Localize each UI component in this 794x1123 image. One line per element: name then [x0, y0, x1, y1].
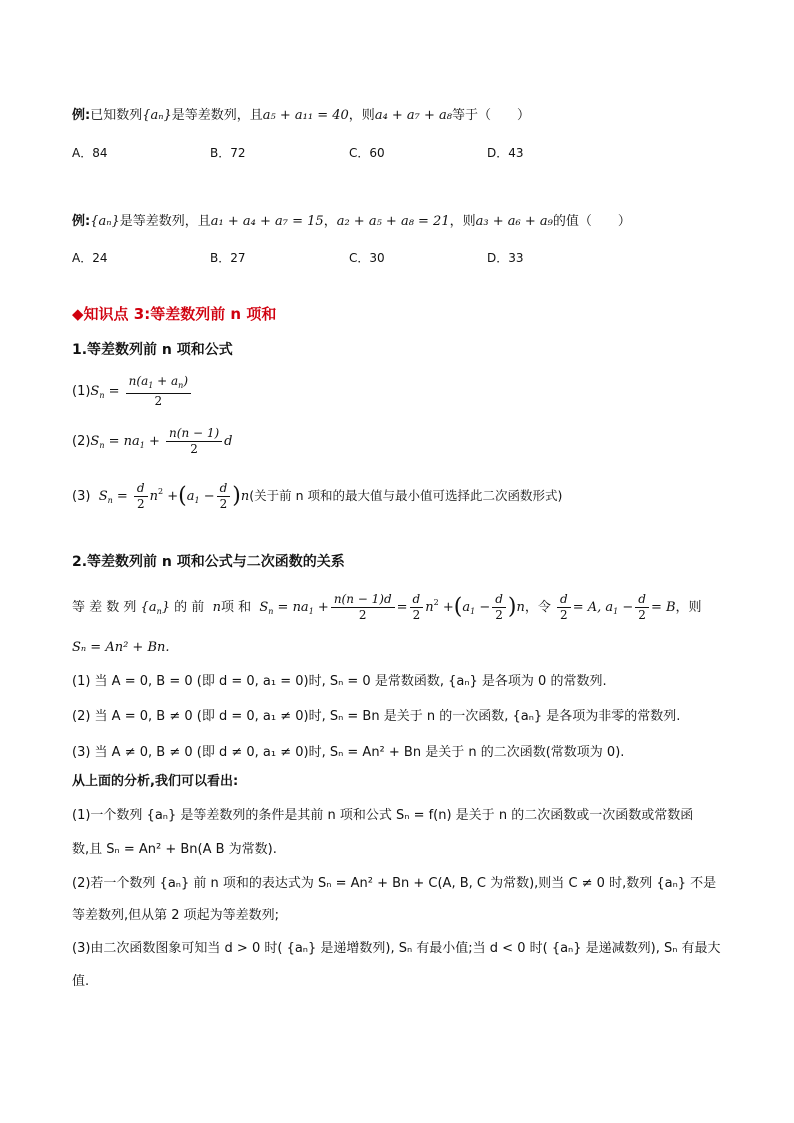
subsection2-intro: 等 差 数 列 $\{a_n\}$ 的 前 n项 和 $S_n = na_1$ + $\frac{n(n - 1)d}{2}$ = $\frac{d}{2}$ $n^2 +(a_1$ − $\frac{d}{2}$ )n，令 $\frac{d}{2}$ = A, $a_1$ − $\frac{d}{2}$ = B，则 — [72, 592, 702, 622]
case-1: (1) 当 A = 0, B = 0 (即 d = 0, a₁ = 0)时, Sₙ = 0 是常数函数, {aₙ} 是各项为 0 的常数列. — [72, 674, 607, 689]
formula-1-fraction: $\frac{n(a_1 + a_n)}{2}$ — [126, 374, 191, 409]
intro-text-a: 等 差 数 列 — [72, 600, 137, 615]
subsection1-heading: 1.等差数列前 n 项和公式 — [72, 342, 233, 358]
formula-3-label: (3) — [72, 489, 91, 504]
example2-prefix: 例: — [72, 214, 91, 229]
formula-2: $(2)S_n = na_1$ + $\frac{n(n - 1)}{2}$ d — [72, 426, 233, 456]
example1-option-a: A．84 — [72, 146, 108, 160]
example1-text-b: 是等差数列，且 — [171, 108, 263, 123]
formula-2-label: (2) — [72, 434, 91, 449]
sum-result: Sₙ = An² + Bn. — [72, 640, 170, 655]
example2-expression: a₃ + a₆ + a₉ — [475, 214, 553, 229]
subsection2-heading: 2.等差数列前 n 项和公式与二次函数的关系 — [72, 554, 345, 570]
example2-condition1: a₁ + a₄ + a₇ = 15 — [210, 214, 324, 229]
example2-question — [72, 212, 631, 232]
example1-prefix: 例: — [72, 108, 91, 123]
example2-text-b: 是等差数列，且 — [119, 214, 211, 229]
point-3-line-1: (3)由二次函数图象可知当 d > 0 时( {aₙ} 是递增数列), Sₙ 有最小值;当 d < 0 时( {aₙ} 是递减数列), Sₙ 有最大 — [72, 941, 721, 956]
example1-option-b: B．72 — [210, 146, 246, 160]
intro-text-c: 项 和 — [220, 600, 252, 615]
section-heading — [72, 304, 276, 324]
case-2: (2) 当 A = 0, B ≠ 0 (即 d = 0, a₁ ≠ 0)时, Sₙ = Bn 是关于 n 的一次函数, {aₙ} 是各项为非零的常数列. — [72, 709, 681, 724]
example2-sep: ， — [323, 214, 337, 229]
example1-seq: {aₙ} — [142, 108, 172, 123]
example1-option-d: D．43 — [487, 146, 524, 160]
example2-option-d: D．33 — [487, 251, 524, 265]
example2-option-c: C．30 — [349, 251, 385, 265]
point-2-line-1: (2)若一个数列 {aₙ} 前 n 项和的表达式为 Sₙ = An² + Bn + C(A, B, C 为常数),则当 C ≠ 0 时,数列 {aₙ} 不是 — [72, 876, 717, 891]
example1-question — [72, 106, 530, 126]
formula-2-fraction: $\frac{n(n - 1)}{2}$ — [166, 426, 222, 457]
example1-expression: a₄ + a₇ + a₈ — [374, 108, 453, 123]
formula-1-label: (1) — [72, 384, 91, 399]
point-2-line-2: 等差数列,但从第 2 项起为等差数列; — [72, 908, 280, 923]
analysis-heading: 从上面的分析,我们可以看出: — [72, 774, 239, 789]
example1-text: 已知数列 — [90, 108, 143, 123]
example1-text-d: 等于（ ） — [452, 108, 531, 123]
example2-option-a: A．24 — [72, 251, 108, 265]
example1-option-c: C．60 — [349, 146, 385, 160]
diamond-icon: ◆ — [72, 305, 84, 323]
intro-text-d: ，令 — [524, 600, 551, 615]
example1-condition: a₅ + a₁₁ = 40 — [262, 108, 349, 123]
point-3-line-2: 值. — [72, 974, 90, 989]
formula-3: (3) $S_n$ = $\frac{d}{2}$ $n^2 +(a_1$ − $\frac{d}{2}$ )n(关于前 n 项和的最大值与最小值可选择此二次函数形式) — [72, 481, 563, 511]
example2-seq: {aₙ} — [90, 214, 120, 229]
point-1-line-2: 数,且 Sₙ = An² + Bn(A B 为常数). — [72, 842, 277, 857]
example2-option-b: B．27 — [210, 251, 246, 265]
example2-condition2: a₂ + a₅ + a₈ = 21 — [336, 214, 450, 229]
formula-1: $(1)S_n$ = $\frac{n(a_1 + a_n)}{2}$ — [72, 374, 193, 414]
formula-3-note: (关于前 n 项和的最大值与最小值可选择此二次函数形式) — [249, 488, 563, 503]
example2-text-d: 的值（ ） — [552, 214, 631, 229]
section-title: 知识点 3:等差数列前 n 项和 — [83, 305, 277, 323]
example2-text-c: ，则 — [449, 214, 476, 229]
point-1-line-1: (1)一个数列 {aₙ} 是等差数列的条件是其前 n 项和公式 Sₙ = f(n) 是关于 n 的二次函数或一次函数或常数函 — [72, 808, 694, 823]
case-3: (3) 当 A ≠ 0, B ≠ 0 (即 d ≠ 0, a₁ ≠ 0)时, Sₙ = An² + Bn 是关于 n 的二次函数(常数项为 0). — [72, 745, 625, 760]
intro-text-b: 的 前 — [174, 600, 205, 615]
example1-text-c: ，则 — [348, 108, 375, 123]
intro-text-e: ，则 — [675, 600, 702, 615]
